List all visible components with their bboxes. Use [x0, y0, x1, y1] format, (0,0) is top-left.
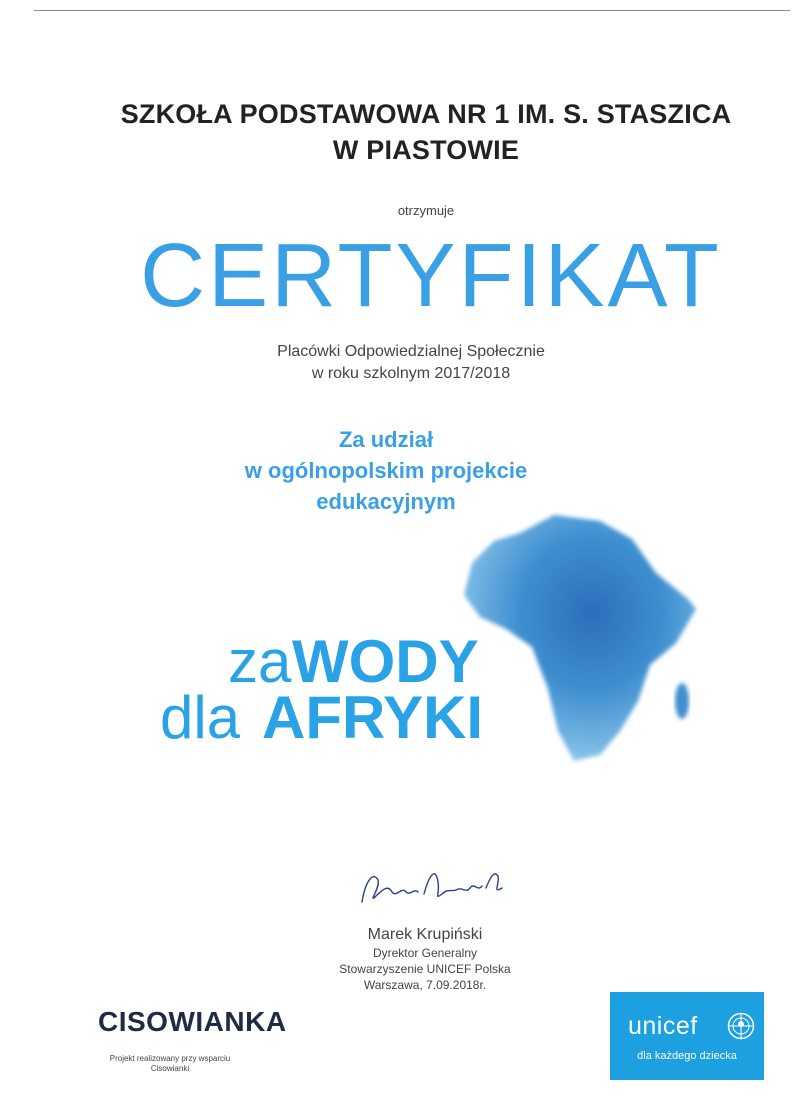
africa-map-icon: [450, 505, 700, 765]
signatory-position: Dyrektor Generalny: [372, 946, 478, 960]
certificate-title: CERTYFIKAT: [140, 226, 722, 326]
receives-label: otrzymuje: [397, 203, 455, 218]
reason-line1: Za udział: [338, 427, 434, 452]
subtitle-line2: w roku szkolnym 2017/2018: [311, 365, 511, 382]
signatory-name: Marek Krupiński: [367, 926, 483, 943]
reason-line3: edukacyjnym: [316, 489, 456, 514]
signatory-place-date: Warszawa, 7.09.2018r.: [363, 978, 487, 992]
unicef-logo-box: [610, 992, 764, 1080]
award-reason: [0, 424, 772, 517]
school-name-line1: SZKOŁA PODSTAWOWA NR 1 IM. S. STASZICA: [120, 99, 732, 129]
top-border-line: [34, 10, 790, 11]
sponsor-note-line1: Projekt realizowany przy wsparciu: [109, 1054, 231, 1063]
unicef-emblem-icon: [727, 1012, 755, 1040]
project-logo-afryki: AFRYKI: [262, 684, 484, 751]
project-logo-wody: WODY: [292, 628, 479, 695]
reason-line2: w ogólnopolskim projekcie: [244, 458, 528, 483]
signature-icon: [352, 858, 512, 918]
cisowianka-logo: CISOWIANKA: [98, 1006, 287, 1037]
school-name: [0, 96, 800, 168]
signatory-organization: Stowarzyszenie UNICEF Polska: [339, 962, 511, 976]
project-logo-dla: dla: [160, 684, 241, 751]
project-logo-za: za: [228, 628, 292, 695]
sponsor-note-line2: Cisowianki: [150, 1064, 190, 1073]
certificate-subtitle: [0, 341, 800, 385]
signatory-block: [0, 925, 800, 993]
school-name-line2: W PIASTOWIE: [332, 135, 520, 165]
unicef-logo-text: unicef: [628, 1012, 698, 1040]
unicef-tagline: dla każdego dziecka: [637, 1050, 737, 1062]
sponsor-note: [80, 1054, 260, 1074]
subtitle-line1: Placówki Odpowiedzialnej Społecznie: [277, 343, 545, 360]
